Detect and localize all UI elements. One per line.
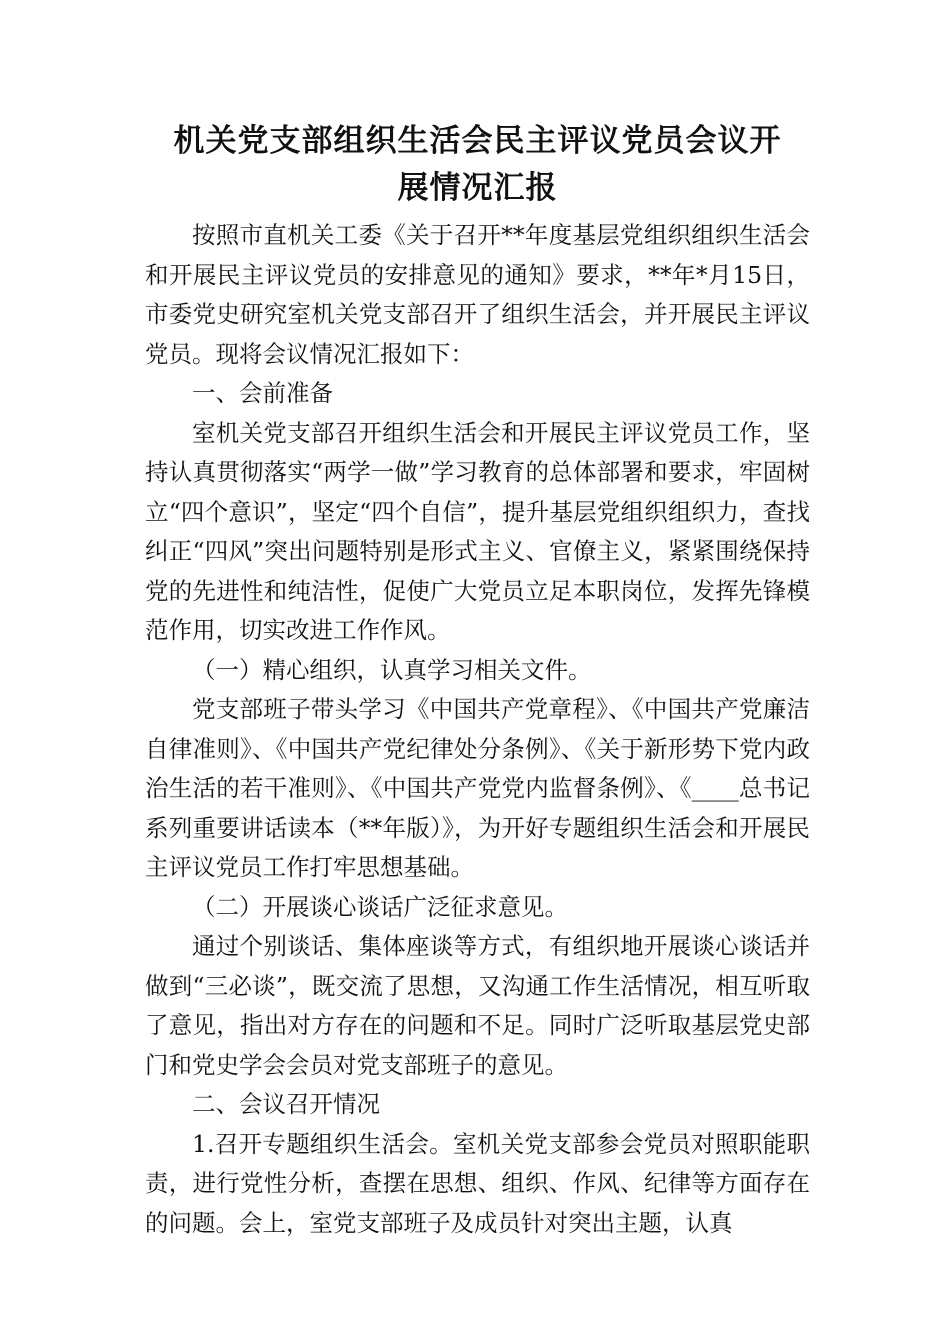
subsection-heading-organize: （一）精心组织，认真学习相关文件。 xyxy=(192,655,592,684)
title-line-1: 机关党支部组织生活会民主评议党员会议开 xyxy=(173,123,782,159)
document-body xyxy=(145,216,810,1243)
intro-paragraph: 按照市直机关工委《关于召开**年度基层党组织组织生活会和开展民主评议党员的安排意见的通知》要求，**年*月15日，市委党史研究室机关党支部召开了组织生活会，并开展民主评议党员。现将会议情况汇报如下： xyxy=(145,221,810,368)
section-heading-preparation: 一、会前准备 xyxy=(192,379,333,407)
section-heading-meeting: 二、会议召开情况 xyxy=(192,1090,380,1118)
meeting-paragraph: 1.召开专题组织生活会。室机关党支部参会党员对照职能职责，进行党性分析，查摆在思想、组织、作风、纪律等方面存在的问题。会上，室党支部班子及成员针对突出主题，认真 xyxy=(145,1129,810,1237)
preparation-paragraph: 室机关党支部召开组织生活会和开展民主评议党员工作，坚持认真贯彻落实“两学一做”学习教育的总体部署和要求，牢固树立“四个意识”，坚定“四个自信”，提升基层党组织组织力，查找纠正“四风”突出问题特别是形式主义、官僚主义，紧紧围绕保持党的先进性和纯洁性，促使广大党员立足本职岗位，发挥先锋模范作用，切实改进工作作风。 xyxy=(145,418,810,644)
document-page xyxy=(145,118,810,1243)
subsection-heading-talks: （二）开展谈心谈话广泛征求意见。 xyxy=(192,892,568,921)
talks-paragraph: 通过个别谈话、集体座谈等方式，有组织地开展谈心谈话并做到“三必谈”，既交流了思想，又沟通工作生活情况，相互听取了意见，指出对方存在的问题和不足。同时广泛听取基层党史部门和党史学会会员对党支部班子的意见。 xyxy=(145,932,810,1079)
study-paragraph: 党支部班子带头学习《中国共产党章程》、《中国共产党廉洁自律准则》、《中国共产党纪律处分条例》、《关于新形势下党内政治生活的若干准则》、《中国共产党党内监督条例》、《____总书记系列重要讲话读本（**年版）》，为开好专题组织生活会和开展民主评议党员工作打牢思想基础。 xyxy=(145,695,810,881)
document-title xyxy=(145,118,810,212)
title-line-2: 展情况汇报 xyxy=(397,170,558,206)
